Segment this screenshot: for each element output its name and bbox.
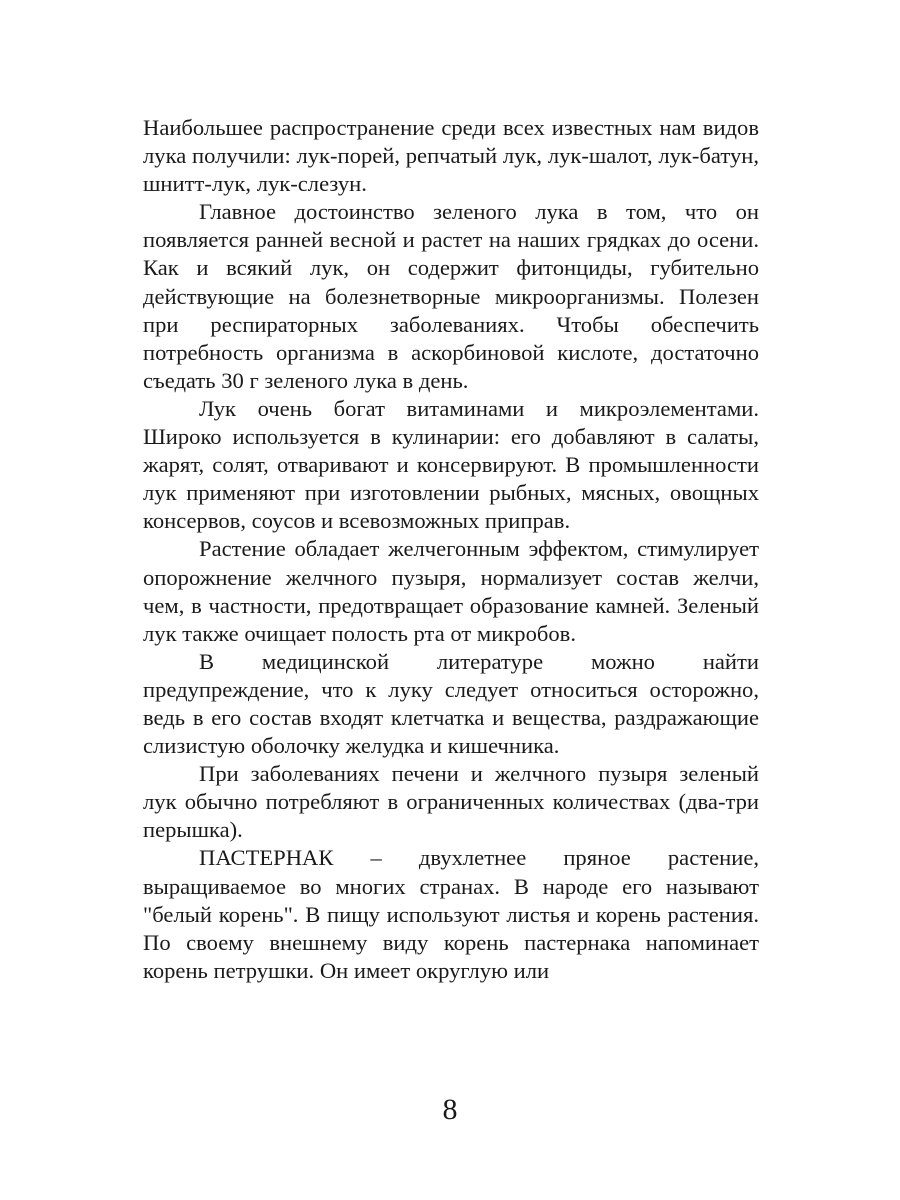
paragraph-green-onion-benefits: Главное достоинство зеленого лука в том, что он появляется ранней весной и растет на наших грядках до осени. Как и всякий лук, он содержит фитонциды, губительно действующие на болезнетворные микроорганизмы. Полезен при респираторных заболеваниях. Чтобы обеспечить потребность организма в аскорбиновой кислоте, достаточно съедать 30 г зеленого лука в день. [143, 199, 759, 393]
paragraph-choleretic-effect: Растение обладает желчегонным эффектом, стимулирует опорожнение желчного пузыря, нормализует состав желчи, чем, в частности, предотвращает образование камней. Зеленый лук также очищает полость рта от микробов. [143, 536, 759, 646]
paragraph-liver-disease: При заболеваниях печени и желчного пузыря зеленый лук обычно потребляют в ограниченных количествах (два-три перышка). [143, 761, 759, 843]
paragraph-parsnip: ПАСТЕРНАК – двухлетнее пряное растение, выращиваемое во многих странах. В народе его называют "белый корень". В пищу используют листья и корень растения. По своему внешнему виду корень пастернака напоминает корень петрушки. Он имеет округлую или [143, 845, 759, 983]
page-number: 8 [442, 1093, 458, 1126]
body-text [143, 114, 759, 985]
paragraph-onion-culinary: Лук очень богат витаминами и микроэлементами. Широко используется в кулинарии: его добавляют в салаты, жарят, солят, отваривают и консервируют. В промышленности лук применяют при изготовлении рыбных, мясных, овощных консервов, соусов и всевозможных приправ. [143, 395, 759, 534]
paragraph-medical-warning: В медицинской литературе можно найти предупреждение, что к луку следует относиться осторожно, ведь в его состав входят клетчатка и вещества, раздражающие слизистую оболочку желудка и кишечника. [143, 648, 759, 759]
paragraph-onion-varieties: Наибольшее распространение среди всех известных нам видов лука получили: лук-порей, репчатый лук, лук-шалот, лук-батун, шнитт-лук, лук-слезун. [143, 115, 759, 197]
